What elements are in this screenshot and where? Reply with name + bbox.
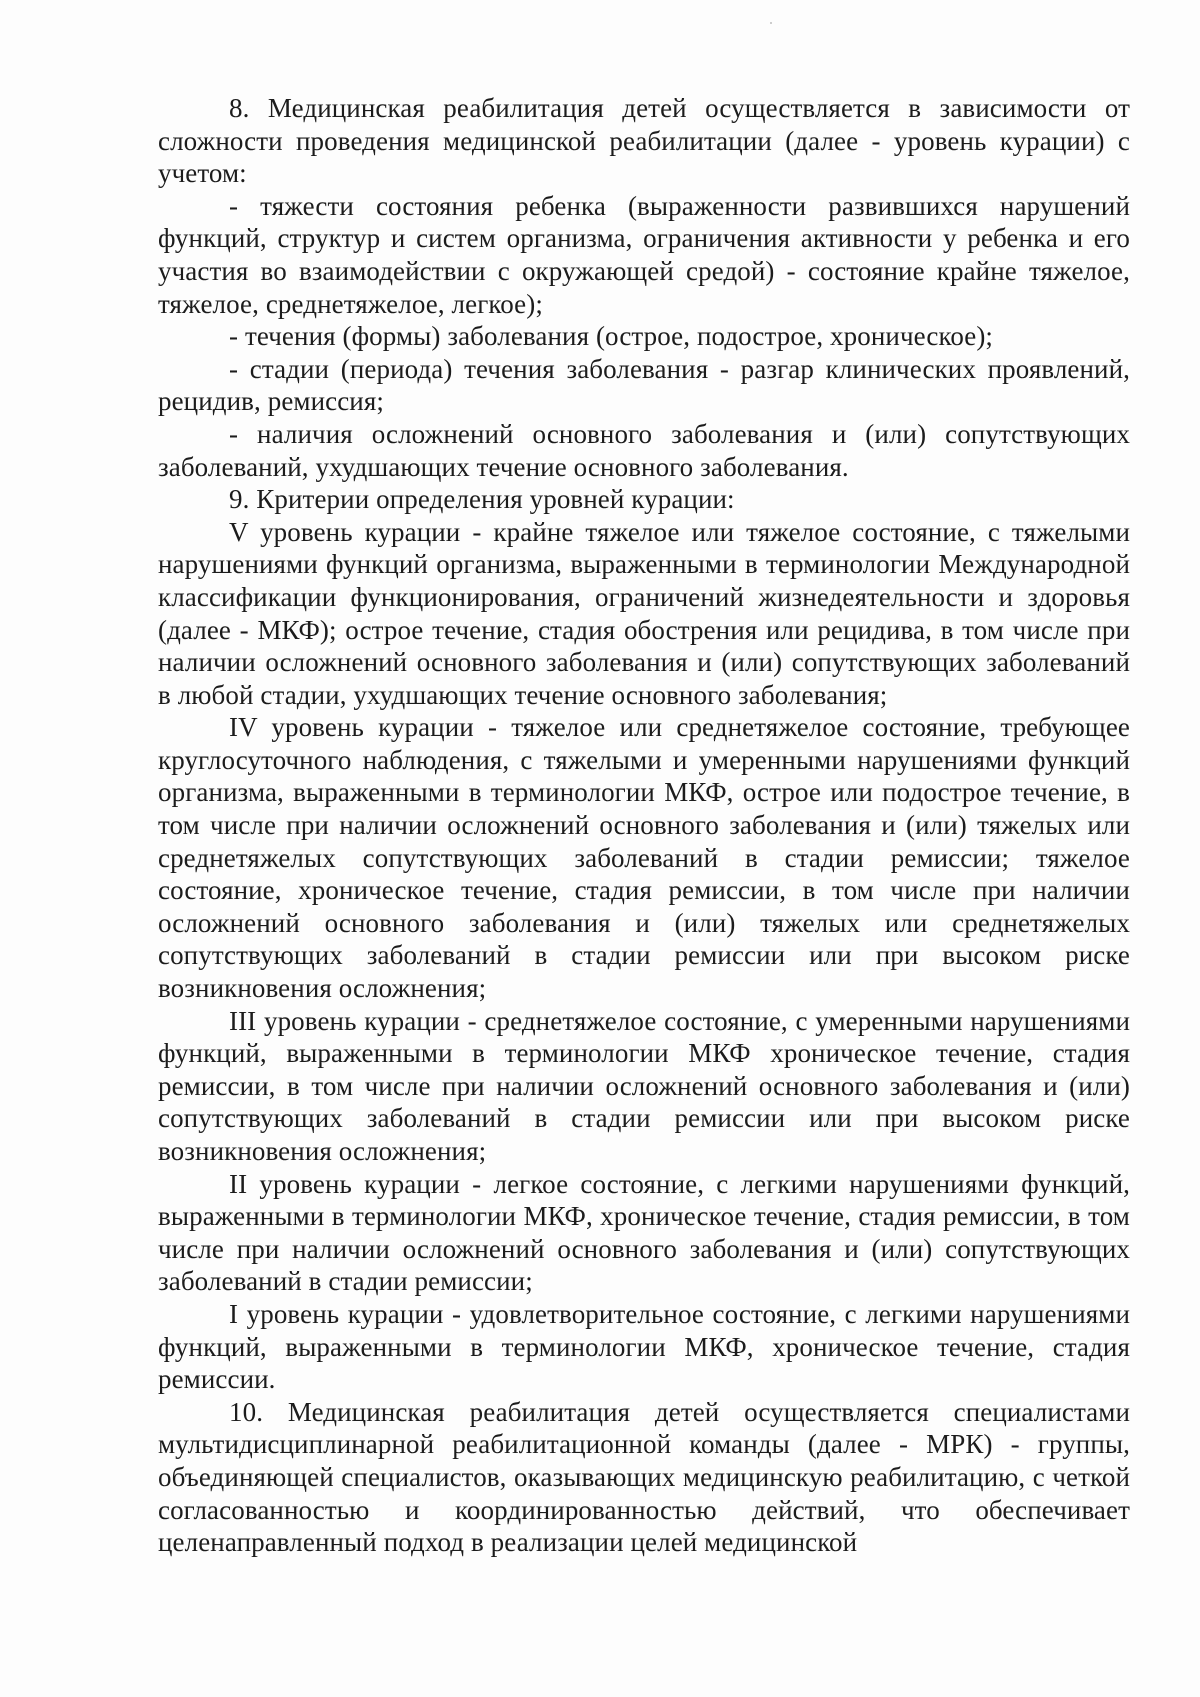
paragraph-level-v: V уровень курации - крайне тяжелое или тяжелое состояние, с тяжелыми нарушениями функций организма, выраженными в терминологии Международной классификации функционирования, ограничений жизнедеятельности и здоровья (далее - МКФ); острое течение, стадия обострения или рецидива, в том числе при наличии осложнений основного заболевания и (или) сопутствующих заболеваний в любой стадии, ухудшающих течение основного заболевания; [158,516,1130,710]
paragraph-9: 9. Критерии определения уровней курации: [229,484,735,515]
paragraph-level-i: I уровень курации - удовлетворительное состояние, с легкими нарушениями функций, выраженными в терминологии МКФ, хроническое течение, стадия ремиссии. [158,1298,1130,1395]
paragraph-8: 8. Медицинская реабилитация детей осуществляется в зависимости от сложности проведения медицинской реабилитации (далее - уровень курации) с учетом: [158,93,1130,189]
paragraph-course-form: - течения (формы) заболевания (острое, подострое, хроническое); [229,321,994,352]
paragraph-level-iii: III уровень курации - среднетяжелое состояние, с умеренными нарушениями функций, выраженными в терминологии МКФ хроническое течение, стадия ремиссии, в том числе при наличии осложнений основного заболевания и (или) сопутствующих заболеваний в стадии ремиссии или при высоком риске возникновения осложнения; [158,1005,1130,1166]
paragraph-complications: - наличия осложнений основного заболевания и (или) сопутствующих заболеваний, ухудшающих течение основного заболевания. [158,418,1130,482]
document-body [158,92,1130,1559]
paragraph-level-iv: IV уровень курации - тяжелое или среднетяжелое состояние, требующее круглосуточного наблюдения, с тяжелыми и умеренными нарушениями функций организма, выраженными в терминологии МКФ, острое или подострое течение, в том числе при наличии осложнений основного заболевания и (или) тяжелых или среднетяжелых сопутствующих заболеваний в стадии ремиссии; тяжелое состояние, хроническое течение, стадия ремиссии, в том числе при наличии осложнений основного заболевания и (или) тяжелых или среднетяжелых сопутствующих заболеваний в стадии ремиссии или при высоком риске возникновения осложнения; [158,712,1130,1004]
paragraph-10: 10. Медицинская реабилитация детей осуществляется специалистами мультидисциплинарной реабилитационной команды (далее - МРК) - группы, объединяющей специалистов, оказывающих медицинскую реабилитацию, с четкой согласованностью и координированностью действий, что обеспечивает целенаправленный подход в реализации целей медицинской [158,1396,1130,1558]
paragraph-level-ii: II уровень курации - легкое состояние, с легкими нарушениями функций, выраженными в терминологии МКФ, хроническое течение, стадия ремиссии, в том числе при наличии осложнений основного заболевания и (или) сопутствующих заболеваний в стадии ремиссии; [158,1168,1130,1297]
paragraph-stage: - стадии (периода) течения заболевания - разгар клинических проявлений, рецидив, ремиссия; [158,353,1130,417]
scan-speck [770,22,772,24]
paragraph-severity: - тяжести состояния ребенка (выраженности развившихся нарушений функций, структур и систем организма, ограничения активности у ребенка и его участия во взаимодействии с окружающей средой) - состояние крайне тяжелое, тяжелое, среднетяжелое, легкое); [158,190,1130,319]
